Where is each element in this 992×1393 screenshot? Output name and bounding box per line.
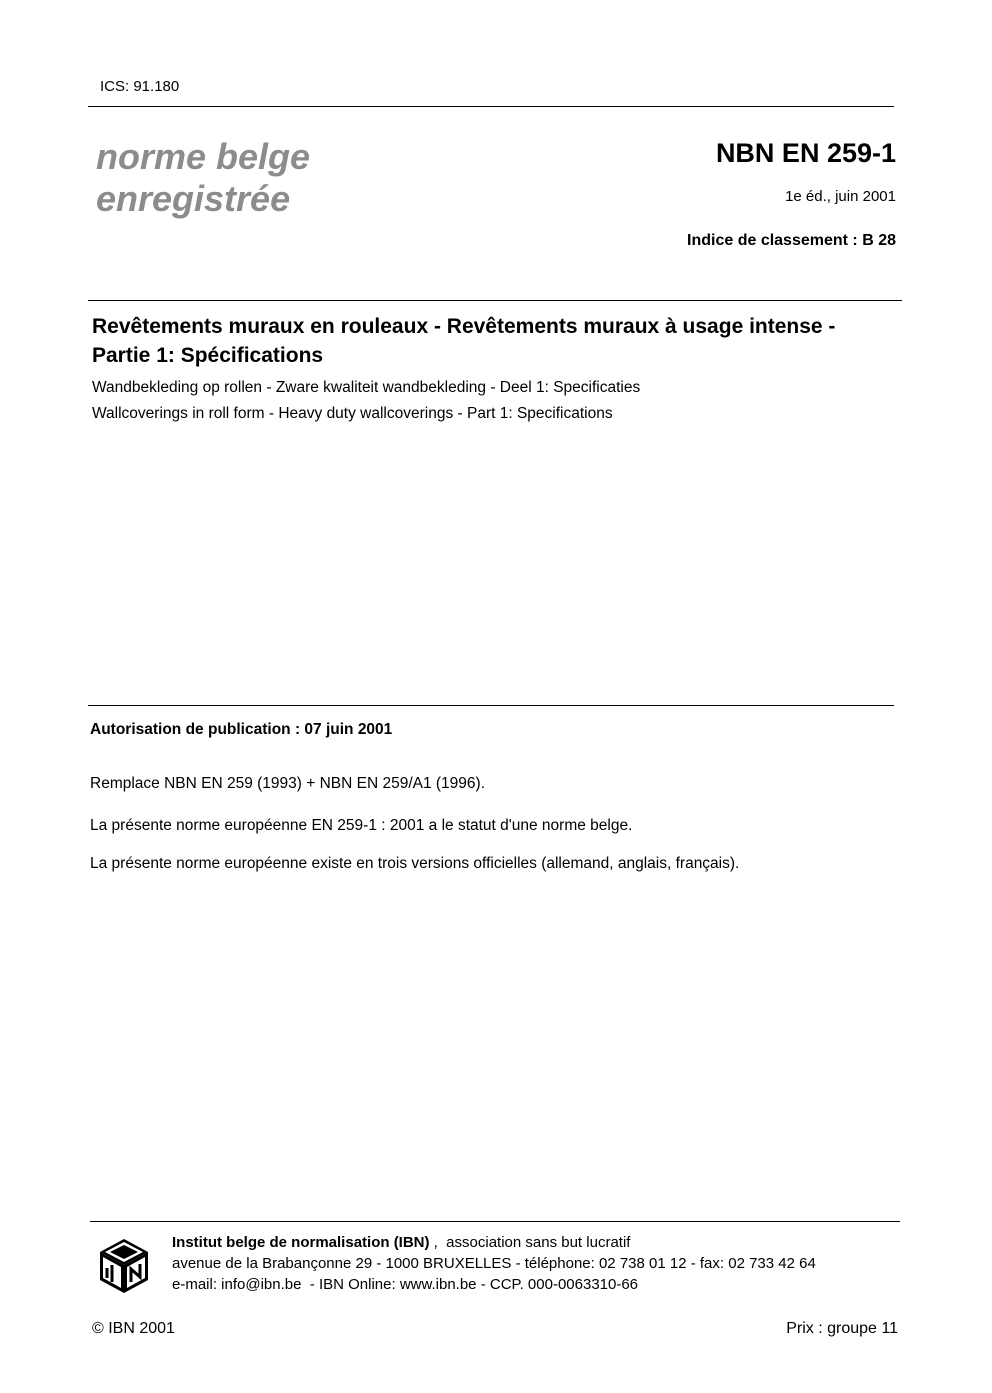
institute-address: avenue de la Brabançonne 29 - 1000 BRUXELLES - téléphone: 02 738 01 12 - fax: 02 733 42 64 [172,1255,816,1272]
price-group: Prix : groupe 11 [786,1320,898,1337]
title-dutch: Wandbekleding op rollen - Zware kwaliteit wandbekleding - Deel 1: Specificaties [92,379,641,396]
status-note: La présente norme européenne EN 259-1 : 2001 a le statut d'une norme belge. [90,817,633,834]
replaces-note: Remplace NBN EN 259 (1993) + NBN EN 259/A1 (1996). [90,775,486,792]
brand-line-2: enregistrée [96,178,291,219]
footer-divider [90,1221,900,1222]
copyright-notice: © IBN 2001 [92,1320,175,1337]
classification-index: Indice de classement : B 28 [687,232,896,249]
brand-line-1: norme belge [96,136,311,177]
title-english: Wallcoverings in roll form - Heavy duty wallcoverings - Part 1: Specifications [92,405,613,422]
body-divider [88,705,894,706]
institute-line [172,1232,816,1253]
header-divider [88,106,894,107]
brand-title [96,136,310,220]
ics-code: ICS: 91.180 [100,78,180,95]
institute-name: Institut belge de normalisation (IBN) [172,1234,430,1251]
ibn-logo-icon [98,1237,150,1295]
edition-date: 1e éd., juin 2001 [785,188,896,205]
standard-id: NBN EN 259-1 [715,138,896,168]
title-french: Revêtements muraux en rouleaux - Revêtements muraux à usage intense - Partie 1: Spécifications [92,315,836,367]
publication-authorization: Autorisation de publication : 07 juin 2001 [90,721,393,738]
institute-suffix: , association sans but lucratif [429,1234,631,1251]
title-divider [88,300,902,301]
versions-note: La présente norme européenne existe en trois versions officielles (allemand, anglais, français). [90,855,740,872]
institute-contact: e-mail: info@ibn.be - IBN Online: www.ibn.be - CCP. 000-0063310-66 [172,1276,639,1293]
institute-info [172,1232,816,1295]
